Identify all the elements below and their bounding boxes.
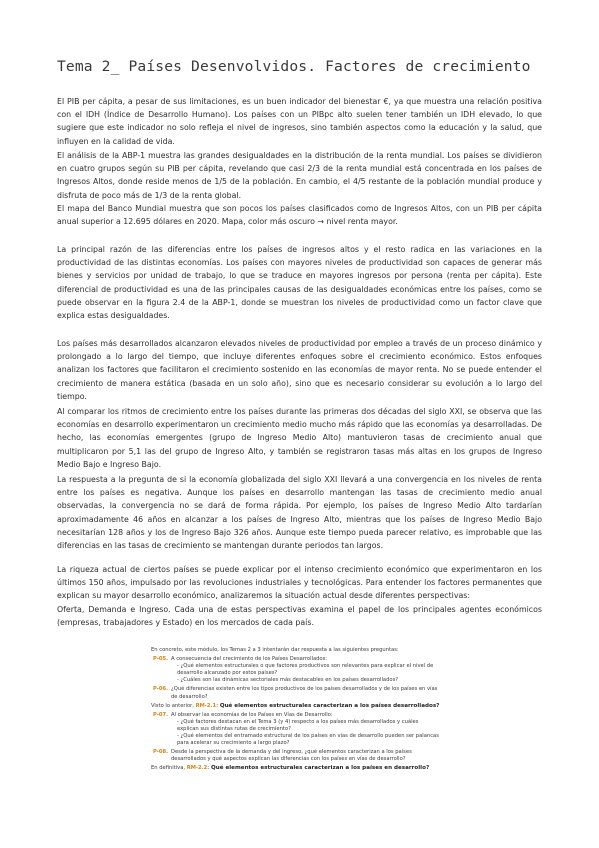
question-sub: - ¿Qué elementos estructurales o que factores productivos son relevantes para explicar el nivel de desarrollo alcanzado por estos países? [177,663,434,677]
question-p06 [151,686,441,700]
question-p08 [151,749,441,763]
question-tag: P-05. [153,656,169,663]
question-sub: - ¿Qué elementos del entramado estructural de los países en vías de desarrollo pueden ser palancas para acelerar su crecimiento a largo plazo? [177,733,439,747]
paragraph-perspectivas: Oferta, Demanda e Ingreso. Cada una de estas perspectivas examina el papel de los principales agentes económicos (empresas, trabajadores y Estado) en los mercados de cada país. [57,605,542,628]
paragraph-productividad: La principal razón de las diferencias entre los países de ingresos altos y el resto radica en las variaciones en la productividad de las distintas economías. Los países con mayores niveles de productividad son capaces de generar más bienes y servicios por unidad de trabajo, lo que se traduce en mayores ingresos por persona (renta per cápita). Este diferencial de productividad es una de las principales causas de las desigualdades económicas entre los países, como se puede observar en la figura 2.4 de la ABP-1, donde se muestran los niveles de productividad como un factor clave que explica estas desigualdades. [57,245,542,321]
question-text: Al observar las economías de los Países en Vías de Desarrollo: [171,711,333,718]
paragraph-pib-bienestar: El PIB per cápita, a pesar de sus limitaciones, es un buen indicador del bienestar €, ya que muestra una relación positiva con el IDH (Índice de Desarrollo Humano). Los países con un PIBpc alto suelen tener también un IDH elevado, lo que sugiere que este indicador no solo refleja el nivel de ingresos, sino también aspectos como la educación y la salud, que influyen en la calidad de vida. [57,97,542,146]
question-sub: - ¿Qué factores destacan en el Tema 3 (y 4) respecto a los países más desarrollados y cuáles explican sus distintas rutas de crecimiento? [177,718,419,732]
paragraph-crecimiento-dinamico: Los países más desarrollados alcanzaron elevados niveles de productividad por empleo a través de un proceso dinámico y prolongado a lo largo del tiempo, que incluye diferentes enfoques sobre el crecimiento económico. Estos enfoques analizan los factores que facilitaron el crecimiento sostenido en las economías de mayor renta. No se puede entender el crecimiento de manera estática (basada en un solo año), sino que es necesario considerar su evolución a lo largo del tiempo. [57,339,542,401]
paragraph-abp1-desigualdades: El análisis de la ABP-1 muestra las grandes desigualdades en la distribución de la renta mundial. Los países se dividieron en cuatro grupos según su PIB per cápita, revelando que casi 2/3 de la renta mundial está concentrada en los países de Ingresos Altos, donde reside menos de 1/5 de la población. En cambio, el 4/5 restante de la población mundial produce y disfruta de poco más de 1/3 de la renta global. [57,151,542,200]
questions-intro: En concreto, este módulo, los Temas 2 a 3 intentarán dar respuesta a las siguientes preguntas: [151,647,399,653]
paragraph-convergencia: La respuesta a la pregunta de si la economía globalizada del siglo XXI llevará a una convergencia en los niveles de renta entre los países es negativa. Aunque los países en desarrollo mantengan las tasas de crecimiento medio anual observadas, la convergencia no se dará de forma rápida. Por ejemplo, los países de Ingreso Medio Alto tardarían aproximadamente 46 años en alcanzar a los países de Ingreso Alto, mientras que los países de Ingreso Medio Bajo necesitarían 128 años y los de Ingreso Bajo 326 años. Aunque este tiempo pueda parecer relativo, es improbable que las diferencias en las tasas de crecimiento se mantengan durante periodos tan largos. [57,475,542,551]
embedded-questions-image [151,647,441,775]
question-text: A consecuencia del crecimiento de los Países Desarrollados: [171,656,328,663]
rm-tag: RM-2.1: [195,702,219,709]
research-question-rm22 [151,765,441,772]
paragraph-riqueza-actual: La riqueza actual de ciertos países se puede explicar por el intenso crecimiento económico que experimentaron en los últimos 150 años, impulsado por las revoluciones industriales y tecnológicas. Para entender los factores permanentes que explican su mayor desarrollo económico, analizaremos la situación actual desde diferentes perspectivas: [57,565,542,601]
page-title: Tema 2_ Países Desenvolvidos. Factores de crecimiento [57,58,531,75]
question-text: Desde la perspectiva de la demanda y del ingreso, ¿qué elementos caracterizan a los países desarrollados y qué aspectos explican las diferencias con los países en vías de desarrollo? [171,749,412,763]
rm-prefix: Visto lo anterior, [151,702,194,709]
rm-text: Qué elementos estructurales caracterizan a los países desarrollados? [219,702,440,709]
paragraph-ritmos-crecimiento: Al comparar los ritmos de crecimiento entre los países durante las primeras dos décadas del siglo XXI, se observa que las economías en desarrollo experimentaron un crecimiento medio mucho más rápido que las economías ya desarrolladas. De hecho, las economías emergentes (grupo de Ingreso Medio Alto) mantuvieron tasas de crecimiento anual que multiplicaron por 5,1 las del grupo de Ingreso Alto, y también se registraron tasas más altas en los grupos de Ingreso Medio Bajo e Ingreso Bajo. [57,407,542,469]
question-p07 [151,712,441,747]
question-tag: P-06. [153,686,169,693]
question-tag: P-07. [153,711,169,718]
paragraph-mapa-banco-mundial: El mapa del Banco Mundial muestra que son pocos los países clasificados como de Ingresos Altos, con un PIB per cápita anual superior a 12.695 dólares en 2020. Mapa, color más oscuro → nivel renta mayor. [57,204,542,227]
question-tag: P-08. [153,749,169,756]
question-sub: - ¿Cuáles son las dinámicas sectoriales más destacables en los países desarrollados? [177,677,399,684]
rm-prefix: En definitiva, [151,765,186,772]
rm-tag: RM-2.2: [186,765,210,772]
rm-text: Qué elementos estructurales caracterizan a los países en desarrollo? [210,765,430,772]
question-p05 [151,656,441,684]
question-text: ¿Qué diferencias existen entre los tipos productivos de los países desarrollados y de los países en vías de desarrollo? [171,686,438,700]
research-question-rm21 [151,703,441,710]
